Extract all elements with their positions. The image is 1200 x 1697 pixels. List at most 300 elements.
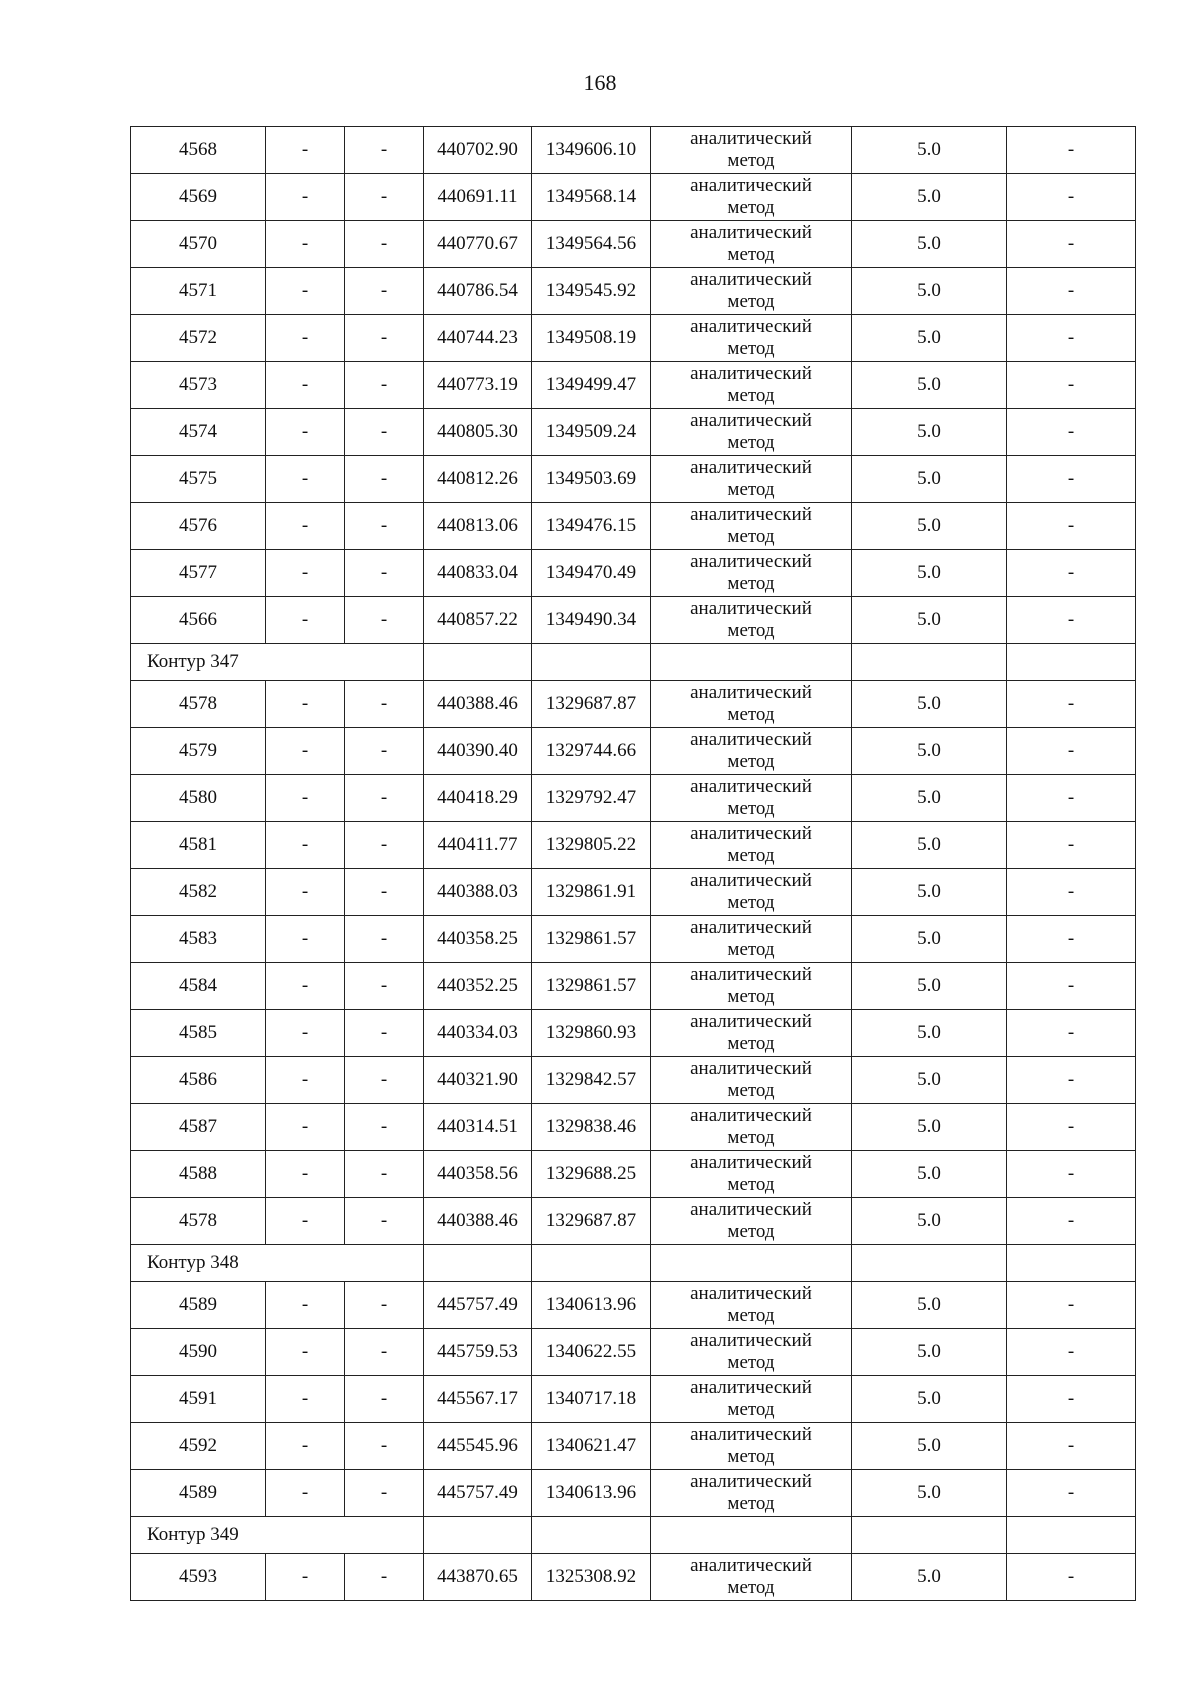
- method-text: метод: [727, 1033, 775, 1054]
- method-cell: [651, 728, 852, 775]
- accuracy-cell: 5.0: [852, 1423, 1007, 1470]
- point-id-cell: 4578: [131, 1198, 266, 1245]
- method-text: метод: [727, 150, 775, 171]
- table-row: [131, 174, 1136, 221]
- x-coordinate-cell: 445567.17: [424, 1376, 532, 1423]
- table-row: [131, 869, 1136, 916]
- y-coordinate-cell: 1329805.22: [532, 822, 651, 869]
- dash-cell: -: [266, 503, 345, 550]
- method-text: аналитический: [690, 175, 812, 196]
- x-coordinate-cell: 445757.49: [424, 1470, 532, 1517]
- method-text: метод: [727, 1174, 775, 1195]
- method-text: метод: [727, 1305, 775, 1326]
- point-id-cell: 4581: [131, 822, 266, 869]
- x-coordinate-cell: 440786.54: [424, 268, 532, 315]
- method-cell: [651, 1282, 852, 1329]
- method-text: аналитический: [690, 1058, 812, 1079]
- dash-cell: -: [1007, 127, 1136, 174]
- dash-cell: -: [345, 1198, 424, 1245]
- empty-cell: [852, 644, 1007, 681]
- dash-cell: -: [266, 315, 345, 362]
- dash-cell: -: [345, 127, 424, 174]
- point-id-cell: 4572: [131, 315, 266, 362]
- accuracy-cell: 5.0: [852, 681, 1007, 728]
- point-id-cell: 4586: [131, 1057, 266, 1104]
- x-coordinate-cell: 440813.06: [424, 503, 532, 550]
- dash-cell: -: [345, 1470, 424, 1517]
- method-text: метод: [727, 1446, 775, 1467]
- dash-cell: -: [266, 869, 345, 916]
- point-id-cell: 4570: [131, 221, 266, 268]
- table-row: [131, 268, 1136, 315]
- method-text: метод: [727, 892, 775, 913]
- method-text: метод: [727, 338, 775, 359]
- y-coordinate-cell: 1329861.57: [532, 963, 651, 1010]
- dash-cell: -: [345, 174, 424, 221]
- y-coordinate-cell: 1329861.57: [532, 916, 651, 963]
- y-coordinate-cell: 1349470.49: [532, 550, 651, 597]
- method-text: аналитический: [690, 682, 812, 703]
- accuracy-cell: 5.0: [852, 1151, 1007, 1198]
- y-coordinate-cell: 1340613.96: [532, 1470, 651, 1517]
- dash-cell: -: [266, 362, 345, 409]
- dash-cell: -: [1007, 1329, 1136, 1376]
- accuracy-cell: 5.0: [852, 362, 1007, 409]
- x-coordinate-cell: 440411.77: [424, 822, 532, 869]
- y-coordinate-cell: 1349568.14: [532, 174, 651, 221]
- method-text: метод: [727, 244, 775, 265]
- table-row: [131, 728, 1136, 775]
- accuracy-cell: 5.0: [852, 550, 1007, 597]
- point-id-cell: 4588: [131, 1151, 266, 1198]
- dash-cell: -: [1007, 1151, 1136, 1198]
- method-text: аналитический: [690, 410, 812, 431]
- dash-cell: -: [266, 221, 345, 268]
- method-cell: [651, 550, 852, 597]
- dash-cell: -: [266, 963, 345, 1010]
- accuracy-cell: 5.0: [852, 1282, 1007, 1329]
- dash-cell: -: [345, 597, 424, 644]
- method-text: аналитический: [690, 1424, 812, 1445]
- method-text: метод: [727, 704, 775, 725]
- dash-cell: -: [345, 1554, 424, 1601]
- method-text: метод: [727, 845, 775, 866]
- method-text: аналитический: [690, 1105, 812, 1126]
- method-text: аналитический: [690, 222, 812, 243]
- table-row: [131, 550, 1136, 597]
- method-cell: [651, 1198, 852, 1245]
- table-row: [131, 775, 1136, 822]
- accuracy-cell: 5.0: [852, 963, 1007, 1010]
- dash-cell: -: [1007, 1198, 1136, 1245]
- method-text: аналитический: [690, 1471, 812, 1492]
- method-text: метод: [727, 620, 775, 641]
- table-row: [131, 409, 1136, 456]
- method-cell: [651, 1010, 852, 1057]
- dash-cell: -: [1007, 1104, 1136, 1151]
- accuracy-cell: 5.0: [852, 456, 1007, 503]
- dash-cell: -: [345, 409, 424, 456]
- dash-cell: -: [1007, 1376, 1136, 1423]
- dash-cell: -: [345, 362, 424, 409]
- x-coordinate-cell: 440388.03: [424, 869, 532, 916]
- y-coordinate-cell: 1329688.25: [532, 1151, 651, 1198]
- y-coordinate-cell: 1349476.15: [532, 503, 651, 550]
- method-text: аналитический: [690, 729, 812, 750]
- y-coordinate-cell: 1349545.92: [532, 268, 651, 315]
- dash-cell: -: [1007, 362, 1136, 409]
- dash-cell: -: [345, 1010, 424, 1057]
- table-row: [131, 456, 1136, 503]
- dash-cell: -: [345, 869, 424, 916]
- method-text: аналитический: [690, 598, 812, 619]
- method-cell: [651, 1470, 852, 1517]
- dash-cell: -: [1007, 221, 1136, 268]
- accuracy-cell: 5.0: [852, 1470, 1007, 1517]
- dash-cell: -: [266, 1470, 345, 1517]
- point-id-cell: 4568: [131, 127, 266, 174]
- point-id-cell: 4584: [131, 963, 266, 1010]
- dash-cell: -: [345, 1151, 424, 1198]
- y-coordinate-cell: 1340613.96: [532, 1282, 651, 1329]
- point-id-cell: 4571: [131, 268, 266, 315]
- dash-cell: -: [345, 775, 424, 822]
- x-coordinate-cell: 440812.26: [424, 456, 532, 503]
- x-coordinate-cell: 440702.90: [424, 127, 532, 174]
- dash-cell: -: [1007, 174, 1136, 221]
- y-coordinate-cell: 1329842.57: [532, 1057, 651, 1104]
- empty-cell: [1007, 1517, 1136, 1554]
- method-cell: [651, 315, 852, 362]
- point-id-cell: 4590: [131, 1329, 266, 1376]
- table-row: [131, 1104, 1136, 1151]
- method-text: метод: [727, 291, 775, 312]
- dash-cell: -: [266, 1057, 345, 1104]
- table-row: [131, 1151, 1136, 1198]
- y-coordinate-cell: 1349503.69: [532, 456, 651, 503]
- y-coordinate-cell: 1340622.55: [532, 1329, 651, 1376]
- method-cell: [651, 775, 852, 822]
- accuracy-cell: 5.0: [852, 775, 1007, 822]
- dash-cell: -: [1007, 916, 1136, 963]
- point-id-cell: 4576: [131, 503, 266, 550]
- dash-cell: -: [345, 1282, 424, 1329]
- x-coordinate-cell: 440314.51: [424, 1104, 532, 1151]
- dash-cell: -: [345, 221, 424, 268]
- table-row: [131, 1282, 1136, 1329]
- method-cell: [651, 822, 852, 869]
- empty-cell: [651, 1517, 852, 1554]
- y-coordinate-cell: 1329860.93: [532, 1010, 651, 1057]
- dash-cell: -: [266, 1151, 345, 1198]
- empty-cell: [1007, 1245, 1136, 1282]
- x-coordinate-cell: 443870.65: [424, 1554, 532, 1601]
- dash-cell: -: [1007, 456, 1136, 503]
- point-id-cell: 4592: [131, 1423, 266, 1470]
- contour-header-row: [131, 1245, 1136, 1282]
- accuracy-cell: 5.0: [852, 1057, 1007, 1104]
- dash-cell: -: [1007, 681, 1136, 728]
- method-text: метод: [727, 479, 775, 500]
- method-text: аналитический: [690, 823, 812, 844]
- y-coordinate-cell: 1340717.18: [532, 1376, 651, 1423]
- x-coordinate-cell: 440334.03: [424, 1010, 532, 1057]
- dash-cell: -: [266, 728, 345, 775]
- point-id-cell: 4578: [131, 681, 266, 728]
- method-cell: [651, 963, 852, 1010]
- dash-cell: -: [1007, 1470, 1136, 1517]
- method-text: метод: [727, 1080, 775, 1101]
- dash-cell: -: [1007, 1554, 1136, 1601]
- accuracy-cell: 5.0: [852, 1329, 1007, 1376]
- point-id-cell: 4593: [131, 1554, 266, 1601]
- method-cell: [651, 1104, 852, 1151]
- dash-cell: -: [1007, 1423, 1136, 1470]
- contour-header-row: [131, 1517, 1136, 1554]
- x-coordinate-cell: 445545.96: [424, 1423, 532, 1470]
- method-cell: [651, 503, 852, 550]
- table-row: [131, 1198, 1136, 1245]
- method-text: аналитический: [690, 504, 812, 525]
- method-text: метод: [727, 751, 775, 772]
- dash-cell: -: [345, 916, 424, 963]
- dash-cell: -: [266, 1554, 345, 1601]
- dash-cell: -: [266, 775, 345, 822]
- table-row: [131, 127, 1136, 174]
- y-coordinate-cell: 1349490.34: [532, 597, 651, 644]
- dash-cell: -: [345, 822, 424, 869]
- x-coordinate-cell: 440358.56: [424, 1151, 532, 1198]
- table-row: [131, 1010, 1136, 1057]
- point-id-cell: 4583: [131, 916, 266, 963]
- table-row: [131, 503, 1136, 550]
- method-text: аналитический: [690, 1152, 812, 1173]
- table-row: [131, 681, 1136, 728]
- method-text: аналитический: [690, 363, 812, 384]
- table-row: [131, 597, 1136, 644]
- table-row: [131, 1057, 1136, 1104]
- method-cell: [651, 1151, 852, 1198]
- empty-cell: [532, 1517, 651, 1554]
- method-text: аналитический: [690, 1199, 812, 1220]
- dash-cell: -: [345, 503, 424, 550]
- accuracy-cell: 5.0: [852, 1104, 1007, 1151]
- empty-cell: [532, 644, 651, 681]
- dash-cell: -: [345, 1376, 424, 1423]
- contour-header-row: [131, 644, 1136, 681]
- method-text: аналитический: [690, 1377, 812, 1398]
- x-coordinate-cell: 440857.22: [424, 597, 532, 644]
- dash-cell: -: [266, 1104, 345, 1151]
- x-coordinate-cell: 440388.46: [424, 1198, 532, 1245]
- dash-cell: -: [266, 822, 345, 869]
- method-text: метод: [727, 1577, 775, 1598]
- dash-cell: -: [345, 456, 424, 503]
- method-text: метод: [727, 1127, 775, 1148]
- dash-cell: -: [1007, 1010, 1136, 1057]
- contour-label: Контур 349: [131, 1517, 424, 1554]
- point-id-cell: 4574: [131, 409, 266, 456]
- table-row: [131, 362, 1136, 409]
- point-id-cell: 4591: [131, 1376, 266, 1423]
- dash-cell: -: [266, 1282, 345, 1329]
- method-text: аналитический: [690, 1330, 812, 1351]
- accuracy-cell: 5.0: [852, 409, 1007, 456]
- x-coordinate-cell: 440352.25: [424, 963, 532, 1010]
- y-coordinate-cell: 1329861.91: [532, 869, 651, 916]
- dash-cell: -: [1007, 503, 1136, 550]
- contour-label: Контур 347: [131, 644, 424, 681]
- method-cell: [651, 1423, 852, 1470]
- method-text: метод: [727, 1352, 775, 1373]
- method-cell: [651, 1057, 852, 1104]
- accuracy-cell: 5.0: [852, 503, 1007, 550]
- dash-cell: -: [266, 550, 345, 597]
- accuracy-cell: 5.0: [852, 597, 1007, 644]
- x-coordinate-cell: 440744.23: [424, 315, 532, 362]
- method-text: аналитический: [690, 128, 812, 149]
- x-coordinate-cell: 445757.49: [424, 1282, 532, 1329]
- accuracy-cell: 5.0: [852, 869, 1007, 916]
- method-cell: [651, 221, 852, 268]
- x-coordinate-cell: 440418.29: [424, 775, 532, 822]
- accuracy-cell: 5.0: [852, 174, 1007, 221]
- x-coordinate-cell: 440805.30: [424, 409, 532, 456]
- y-coordinate-cell: 1329792.47: [532, 775, 651, 822]
- coordinates-table: [130, 126, 1136, 1601]
- accuracy-cell: 5.0: [852, 822, 1007, 869]
- method-text: метод: [727, 526, 775, 547]
- point-id-cell: 4589: [131, 1282, 266, 1329]
- method-text: метод: [727, 432, 775, 453]
- x-coordinate-cell: 440390.40: [424, 728, 532, 775]
- method-text: метод: [727, 1221, 775, 1242]
- method-cell: [651, 916, 852, 963]
- accuracy-cell: 5.0: [852, 728, 1007, 775]
- method-text: метод: [727, 1399, 775, 1420]
- dash-cell: -: [345, 1329, 424, 1376]
- table-row: [131, 1470, 1136, 1517]
- y-coordinate-cell: 1329687.87: [532, 681, 651, 728]
- empty-cell: [424, 644, 532, 681]
- contour-label: Контур 348: [131, 1245, 424, 1282]
- table-row: [131, 1376, 1136, 1423]
- x-coordinate-cell: 440833.04: [424, 550, 532, 597]
- method-text: метод: [727, 986, 775, 1007]
- method-text: аналитический: [690, 964, 812, 985]
- dash-cell: -: [266, 127, 345, 174]
- method-text: метод: [727, 798, 775, 819]
- point-id-cell: 4569: [131, 174, 266, 221]
- y-coordinate-cell: 1329687.87: [532, 1198, 651, 1245]
- empty-cell: [1007, 644, 1136, 681]
- accuracy-cell: 5.0: [852, 1376, 1007, 1423]
- table-row: [131, 822, 1136, 869]
- y-coordinate-cell: 1329744.66: [532, 728, 651, 775]
- accuracy-cell: 5.0: [852, 127, 1007, 174]
- dash-cell: -: [1007, 963, 1136, 1010]
- x-coordinate-cell: 445759.53: [424, 1329, 532, 1376]
- method-cell: [651, 1329, 852, 1376]
- table-row: [131, 221, 1136, 268]
- method-cell: [651, 362, 852, 409]
- point-id-cell: 4585: [131, 1010, 266, 1057]
- point-id-cell: 4573: [131, 362, 266, 409]
- x-coordinate-cell: 440358.25: [424, 916, 532, 963]
- method-text: метод: [727, 197, 775, 218]
- dash-cell: -: [266, 174, 345, 221]
- dash-cell: -: [266, 1376, 345, 1423]
- method-text: аналитический: [690, 1011, 812, 1032]
- dash-cell: -: [345, 963, 424, 1010]
- dash-cell: -: [1007, 1057, 1136, 1104]
- empty-cell: [424, 1245, 532, 1282]
- accuracy-cell: 5.0: [852, 916, 1007, 963]
- dash-cell: -: [266, 597, 345, 644]
- method-text: аналитический: [690, 551, 812, 572]
- dash-cell: -: [1007, 597, 1136, 644]
- method-cell: [651, 456, 852, 503]
- dash-cell: -: [1007, 775, 1136, 822]
- method-cell: [651, 869, 852, 916]
- dash-cell: -: [1007, 869, 1136, 916]
- dash-cell: -: [1007, 409, 1136, 456]
- accuracy-cell: 5.0: [852, 1010, 1007, 1057]
- empty-cell: [532, 1245, 651, 1282]
- method-cell: [651, 681, 852, 728]
- y-coordinate-cell: 1349564.56: [532, 221, 651, 268]
- point-id-cell: 4579: [131, 728, 266, 775]
- method-text: аналитический: [690, 457, 812, 478]
- dash-cell: -: [1007, 268, 1136, 315]
- method-cell: [651, 409, 852, 456]
- y-coordinate-cell: 1325308.92: [532, 1554, 651, 1601]
- table-row: [131, 963, 1136, 1010]
- dash-cell: -: [266, 1010, 345, 1057]
- dash-cell: -: [1007, 822, 1136, 869]
- dash-cell: -: [266, 1329, 345, 1376]
- dash-cell: -: [266, 916, 345, 963]
- x-coordinate-cell: 440321.90: [424, 1057, 532, 1104]
- method-text: аналитический: [690, 269, 812, 290]
- method-text: аналитический: [690, 870, 812, 891]
- dash-cell: -: [1007, 1282, 1136, 1329]
- dash-cell: -: [1007, 728, 1136, 775]
- point-id-cell: 4580: [131, 775, 266, 822]
- dash-cell: -: [345, 1057, 424, 1104]
- dash-cell: -: [345, 268, 424, 315]
- accuracy-cell: 5.0: [852, 1554, 1007, 1601]
- dash-cell: -: [266, 268, 345, 315]
- dash-cell: -: [266, 1423, 345, 1470]
- table-row: [131, 1423, 1136, 1470]
- method-cell: [651, 1554, 852, 1601]
- empty-cell: [651, 644, 852, 681]
- method-text: метод: [727, 385, 775, 406]
- point-id-cell: 4577: [131, 550, 266, 597]
- y-coordinate-cell: 1349509.24: [532, 409, 651, 456]
- method-text: метод: [727, 939, 775, 960]
- accuracy-cell: 5.0: [852, 1198, 1007, 1245]
- method-text: аналитический: [690, 316, 812, 337]
- point-id-cell: 4587: [131, 1104, 266, 1151]
- method-text: метод: [727, 1493, 775, 1514]
- empty-cell: [852, 1245, 1007, 1282]
- table-row: [131, 315, 1136, 362]
- dash-cell: -: [345, 681, 424, 728]
- dash-cell: -: [1007, 315, 1136, 362]
- point-id-cell: 4566: [131, 597, 266, 644]
